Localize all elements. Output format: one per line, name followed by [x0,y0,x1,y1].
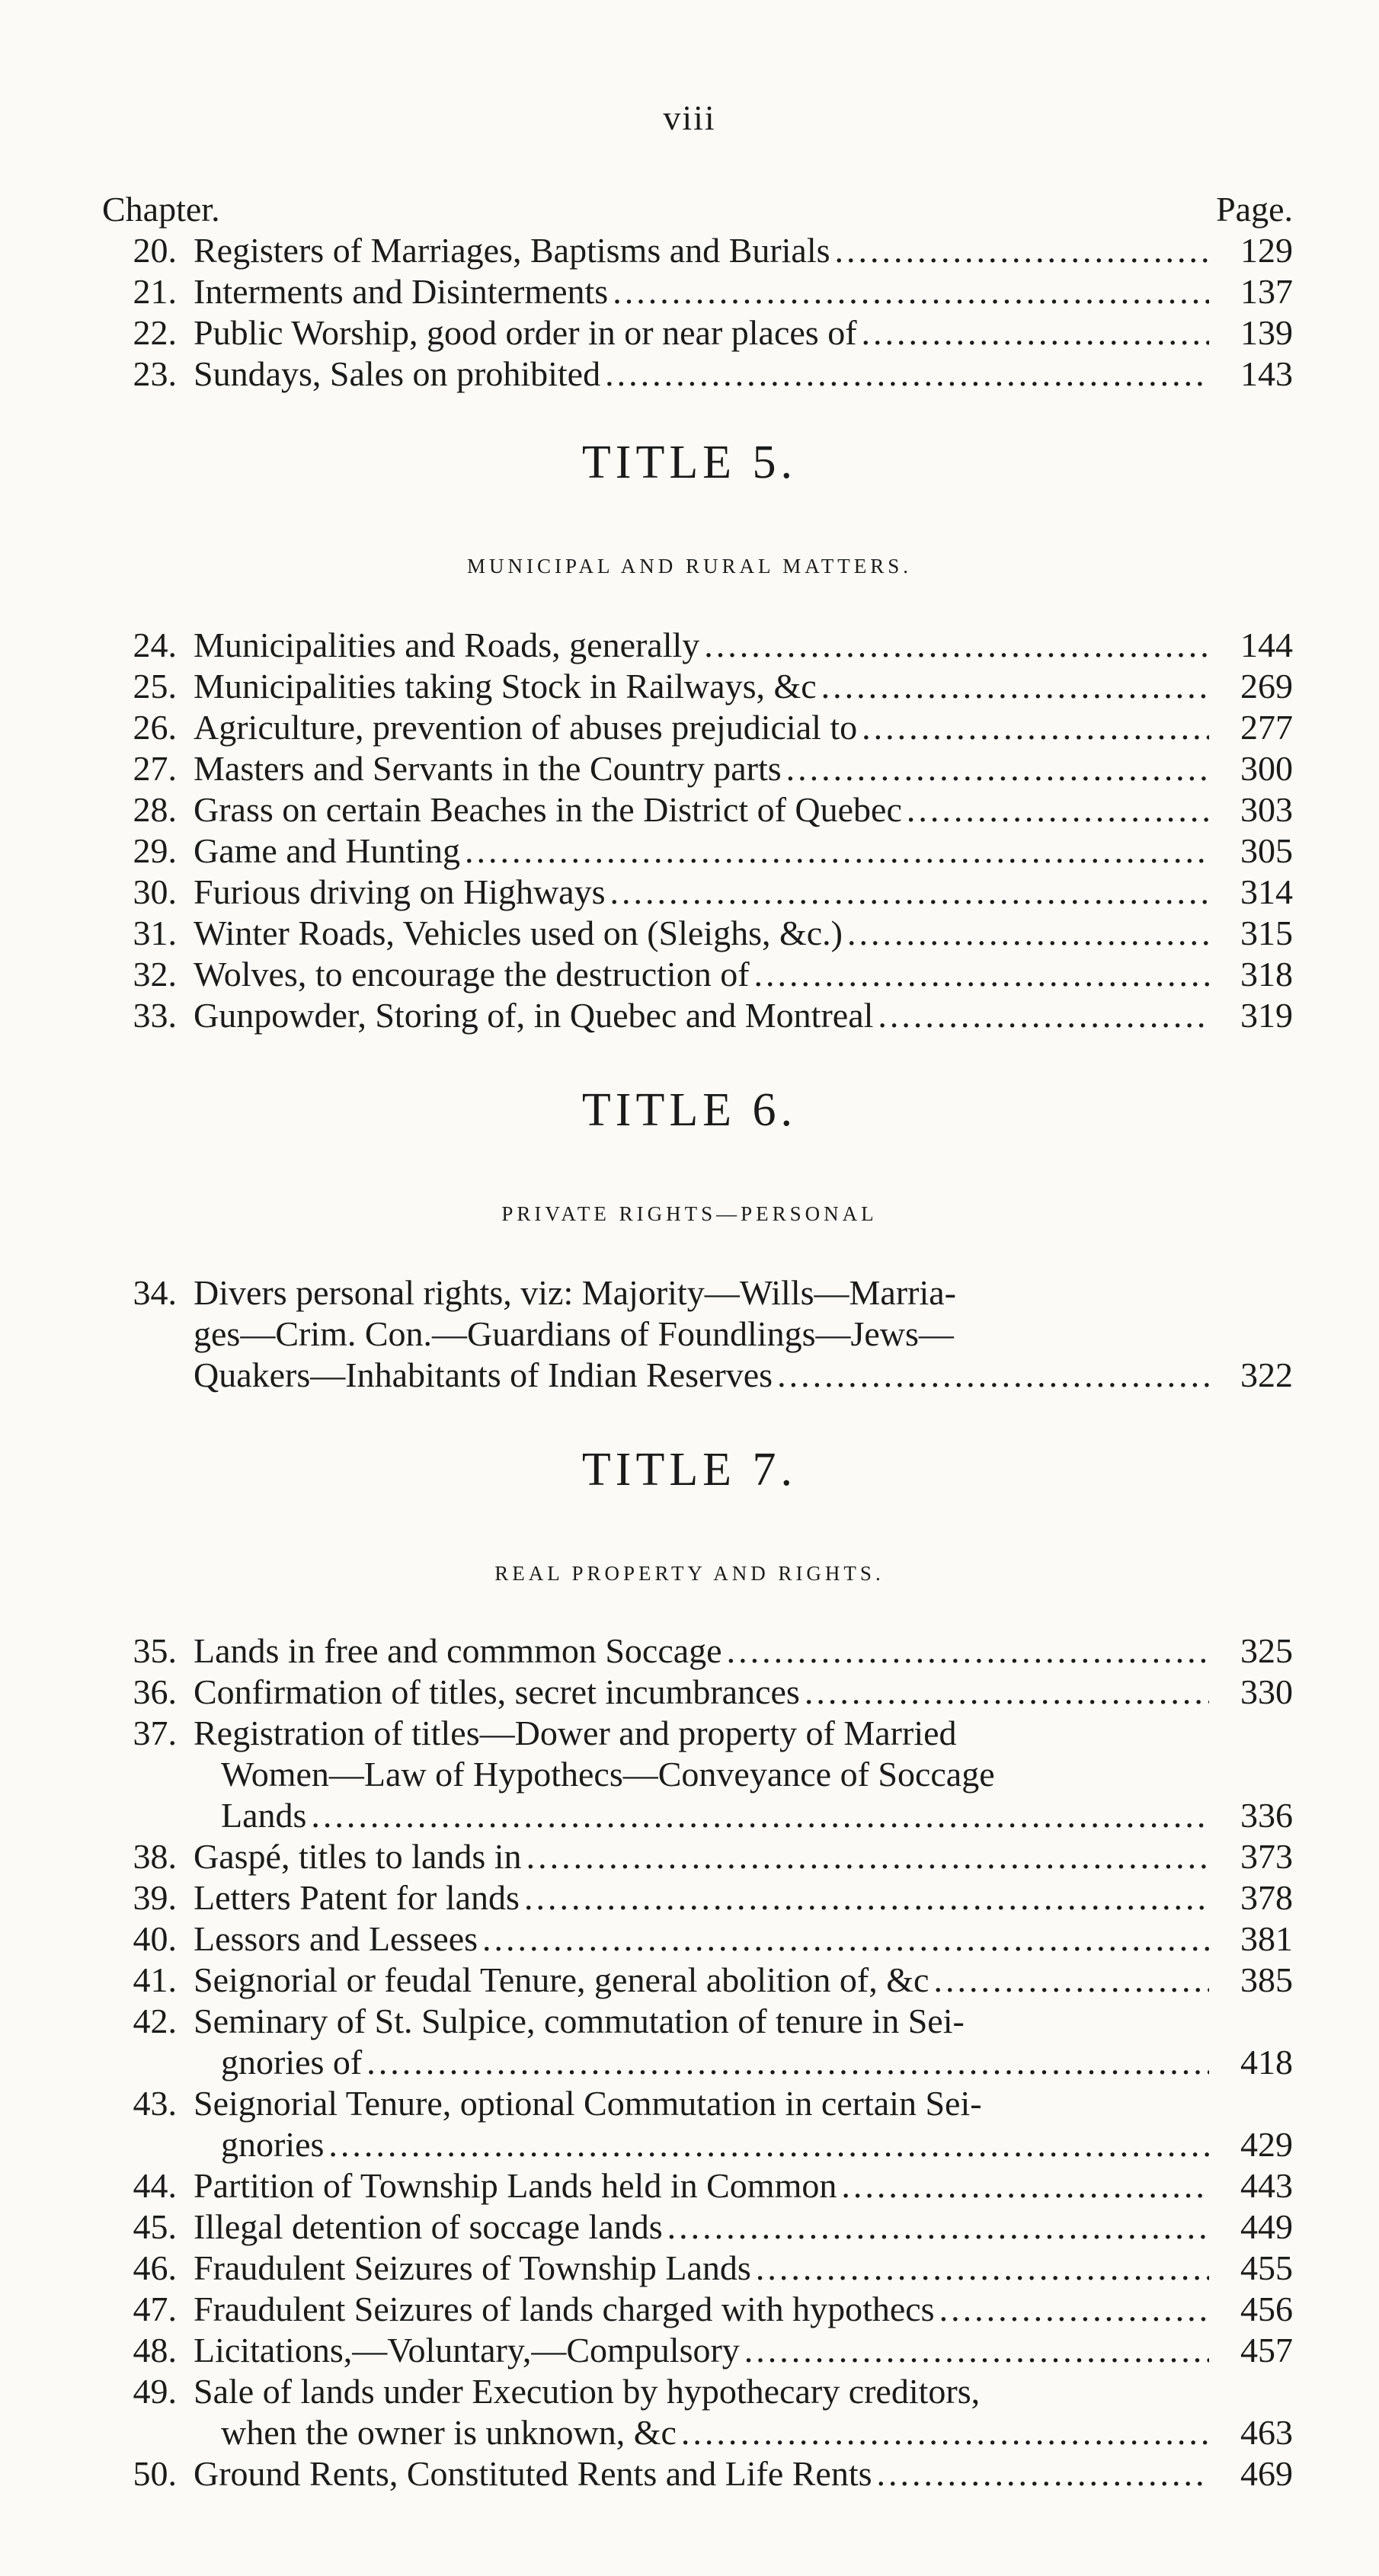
chapter-title-line: Lands [221,1796,307,1835]
dot-leader [777,1355,1209,1396]
chapter-number: 49. [133,2372,177,2411]
dot-leader [786,748,1209,789]
chapter-title: Partition of Township Lands held in Common [194,2166,837,2205]
toc-entry[interactable] [102,1836,1293,1877]
chapter-number: 43. [133,2084,177,2123]
chapter-title-line: gnories of [221,2043,363,2082]
dot-leader [756,2248,1209,2289]
chapter-number: 35. [133,1631,177,1670]
toc-entry[interactable] [102,1272,1293,1396]
page-number: 315 [1240,914,1293,952]
toc-entry[interactable] [102,2453,1293,2494]
page-number: 303 [1240,790,1293,829]
toc-entry[interactable] [102,625,1293,666]
chapter-number: 29. [133,831,177,870]
chapter-number: 47. [133,2290,177,2328]
dot-leader [311,1795,1209,1836]
dot-leader [526,1836,1209,1877]
toc-entry[interactable] [102,312,1293,354]
chapter-number: 26. [133,708,177,747]
page-number: 322 [1240,1355,1293,1394]
chapter-number: 44. [133,2166,177,2205]
toc-entry[interactable] [102,872,1293,913]
dot-leader [862,312,1209,354]
chapter-number: 33. [133,996,177,1035]
chapter-title-line: Sale of lands under Execution by hypothecary creditors, [194,2372,981,2411]
chapter-title: Interments and Disinterments [194,272,609,311]
toc-entry[interactable] [102,707,1293,748]
chapter-number: 22. [133,313,177,352]
page-number: 143 [1240,354,1293,393]
chapter-title: Illegal detention of soccage lands [194,2207,663,2246]
chapter-number: 21. [133,272,177,311]
chapter-title: Confirmation of titles, secret incumbrances [194,1672,800,1711]
chapter-title: Gaspé, titles to lands in [194,1837,522,1876]
chapter-number: 31. [133,914,177,952]
chapter-number: 36. [133,1672,177,1711]
dot-leader [727,1630,1209,1672]
section-title-5: TITLE 5. [581,437,798,488]
page-number: 463 [1240,2413,1293,2452]
dot-leader [939,2289,1209,2330]
page-number: 456 [1240,2290,1293,2328]
chapter-title: Gunpowder, Storing of, in Quebec and Montreal [194,996,874,1035]
chapter-number: 24. [133,626,177,664]
dot-leader [667,2206,1209,2248]
toc-entry[interactable] [102,2330,1293,2371]
dot-leader [877,2453,1209,2494]
chapter-number: 38. [133,1837,177,1876]
section-subtitle-6: PRIVATE RIGHTS—PERSONAL [501,1202,878,1225]
chapter-title: Sundays, Sales on prohibited [194,354,601,393]
dot-leader [465,830,1209,872]
toc-entry[interactable] [102,1960,1293,2001]
chapter-number: 40. [133,1919,177,1958]
page-number: 385 [1240,1960,1293,1999]
chapter-number: 41. [133,1960,177,1999]
toc-entry[interactable] [102,230,1293,271]
chapter-number: 23. [133,354,177,393]
toc-entry[interactable] [102,666,1293,707]
page-number: 443 [1240,2166,1293,2205]
chapter-title-line: when the owner is unknown, &c [221,2413,677,2452]
dot-leader [862,707,1209,748]
toc-entry[interactable] [102,2206,1293,2248]
chapter-column-label: Chapter. [102,190,220,229]
toc-group-title5 [102,625,1293,1036]
chapter-title: Seignorial or feudal Tenure, general abolition of, &c [194,1960,929,1999]
section-subtitle-5: MUNICIPAL AND RURAL MATTERS. [466,555,913,578]
page-number: 129 [1240,231,1293,270]
chapter-number: 34. [133,1273,177,1312]
chapter-title-line: Seminary of St. Sulpice, commutation of tenure in Sei- [194,2002,965,2040]
dot-leader [744,2330,1209,2371]
chapter-title: Agriculture, prevention of abuses prejudicial to [194,708,858,747]
section-title-7: TITLE 7. [581,1444,798,1496]
toc-entry[interactable] [102,789,1293,830]
chapter-number: 50. [133,2454,177,2493]
dot-leader [933,1960,1209,2001]
page-number: 469 [1240,2454,1293,2493]
page-folio: viii [663,98,716,137]
page-number: 381 [1240,1919,1293,1958]
chapter-title-line: Seignorial Tenure, optional Commutation in certain Sei- [194,2084,982,2123]
page-column-label: Page. [1216,190,1293,229]
chapter-number: 25. [133,667,177,706]
chapter-title-line: ges—Crim. Con.—Guardians of Foundlings—Jews— [194,1314,954,1353]
toc-entry[interactable] [102,271,1293,312]
chapter-number: 32. [133,955,177,994]
chapter-title: Wolves, to encourage the destruction of [194,955,750,994]
chapter-title: Grass on certain Beaches in the District of Quebec [194,790,902,829]
dot-leader [847,913,1209,954]
dot-leader [482,1918,1209,1960]
toc-entry[interactable] [102,954,1293,995]
dot-leader [366,2042,1209,2083]
toc-entry[interactable] [102,995,1293,1036]
toc-entry[interactable] [102,1877,1293,1918]
page-number: 429 [1240,2125,1293,2164]
page-number: 277 [1240,708,1293,747]
dot-leader [907,789,1209,830]
chapter-title: Winter Roads, Vehicles used on (Sleighs, &c.) [194,914,843,952]
dot-leader [610,872,1210,913]
chapter-number: 20. [133,231,177,270]
toc-entry[interactable] [102,1672,1293,1713]
page-number: 137 [1240,272,1293,311]
toc-group-title6 [102,1272,1293,1396]
chapter-title: Municipalities taking Stock in Railways, &c [194,667,817,706]
page-number: 325 [1240,1631,1293,1670]
chapter-title: Registers of Marriages, Baptisms and Burials [194,231,830,270]
chapter-number: 27. [133,749,177,788]
toc-entry[interactable] [102,1630,1293,1672]
chapter-title: Game and Hunting [194,831,461,870]
toc-entry[interactable] [102,748,1293,789]
dot-leader [821,666,1209,707]
toc-entry[interactable] [102,2001,1293,2083]
section-subtitle-7: REAL PROPERTY AND RIGHTS. [494,1562,885,1585]
toc-entry[interactable] [102,2248,1293,2289]
dot-leader [754,954,1209,995]
chapter-title: Masters and Servants in the Country parts [194,749,782,788]
dot-leader [805,1672,1209,1713]
column-header [102,189,1293,230]
toc-entry[interactable] [102,354,1293,395]
chapter-title: Licitations,—Voluntary,—Compulsory [194,2331,740,2370]
chapter-number: 39. [133,1878,177,1917]
chapter-title: Municipalities and Roads, generally [194,626,700,664]
chapter-number: 42. [133,2002,177,2040]
dot-leader [878,995,1209,1036]
chapter-title: Lands in free and commmon Soccage [194,1631,722,1670]
chapter-number: 46. [133,2248,177,2287]
toc-entry[interactable] [102,2083,1293,2165]
chapter-title: Furious driving on Highways [194,872,606,911]
page-number: 418 [1240,2043,1293,2082]
chapter-title: Lessors and Lessees [194,1919,478,1958]
section-title-6: TITLE 6. [581,1084,798,1136]
chapter-number: 37. [133,1714,177,1752]
chapter-title: Fraudulent Seizures of Township Lands [194,2248,751,2287]
toc-entry[interactable] [102,2371,1293,2453]
chapter-title-line: gnories [221,2125,325,2164]
dot-leader [681,2412,1209,2453]
chapter-title-line: Registration of titles—Dower and property of Married [194,1714,957,1752]
dot-leader [524,1877,1209,1918]
page-number: 144 [1240,626,1293,664]
toc-entry[interactable] [102,2289,1293,2330]
dot-leader [613,271,1209,312]
chapter-title-line: Divers personal rights, viz: Majority—Wills—Marria- [194,1273,956,1312]
toc-group-title7 [102,1630,1293,2494]
chapter-title: Public Worship, good order in or near places of [194,313,857,352]
page-number: 449 [1240,2207,1293,2246]
dot-leader [328,2124,1209,2165]
page-number: 139 [1240,313,1293,352]
dot-leader [704,625,1209,666]
chapter-title: Letters Patent for lands [194,1878,520,1917]
chapter-title-line: Quakers—Inhabitants of Indian Reserves [194,1355,773,1394]
page-number: 269 [1240,667,1293,706]
page-number: 319 [1240,996,1293,1035]
chapter-number: 28. [133,790,177,829]
chapter-number: 30. [133,872,177,911]
chapter-title: Fraudulent Seizures of lands charged with hypothecs [194,2290,935,2328]
page-number: 305 [1240,831,1293,870]
toc-entry[interactable] [102,2165,1293,2206]
page-number: 373 [1240,1837,1293,1876]
toc-entry[interactable] [102,913,1293,954]
chapter-title: Ground Rents, Constituted Rents and Life Rents [194,2454,872,2493]
page-number: 318 [1240,955,1293,994]
toc-entry[interactable] [102,830,1293,872]
toc-group-title4-end [102,230,1293,395]
page-number: 314 [1240,872,1293,911]
dot-leader [841,2165,1209,2206]
page-number: 378 [1240,1878,1293,1917]
page-number: 455 [1240,2248,1293,2287]
page-number: 300 [1240,749,1293,788]
page-number: 330 [1240,1672,1293,1711]
page-number: 336 [1240,1796,1293,1835]
toc-entry[interactable] [102,1713,1293,1836]
chapter-title-line: Women—Law of Hypothecs—Conveyance of Soccage [221,1755,995,1794]
toc-entry[interactable] [102,1918,1293,1960]
dot-leader [835,230,1209,271]
chapter-number: 45. [133,2207,177,2246]
page-number: 457 [1240,2331,1293,2370]
chapter-number: 48. [133,2331,177,2370]
dot-leader [605,354,1209,395]
